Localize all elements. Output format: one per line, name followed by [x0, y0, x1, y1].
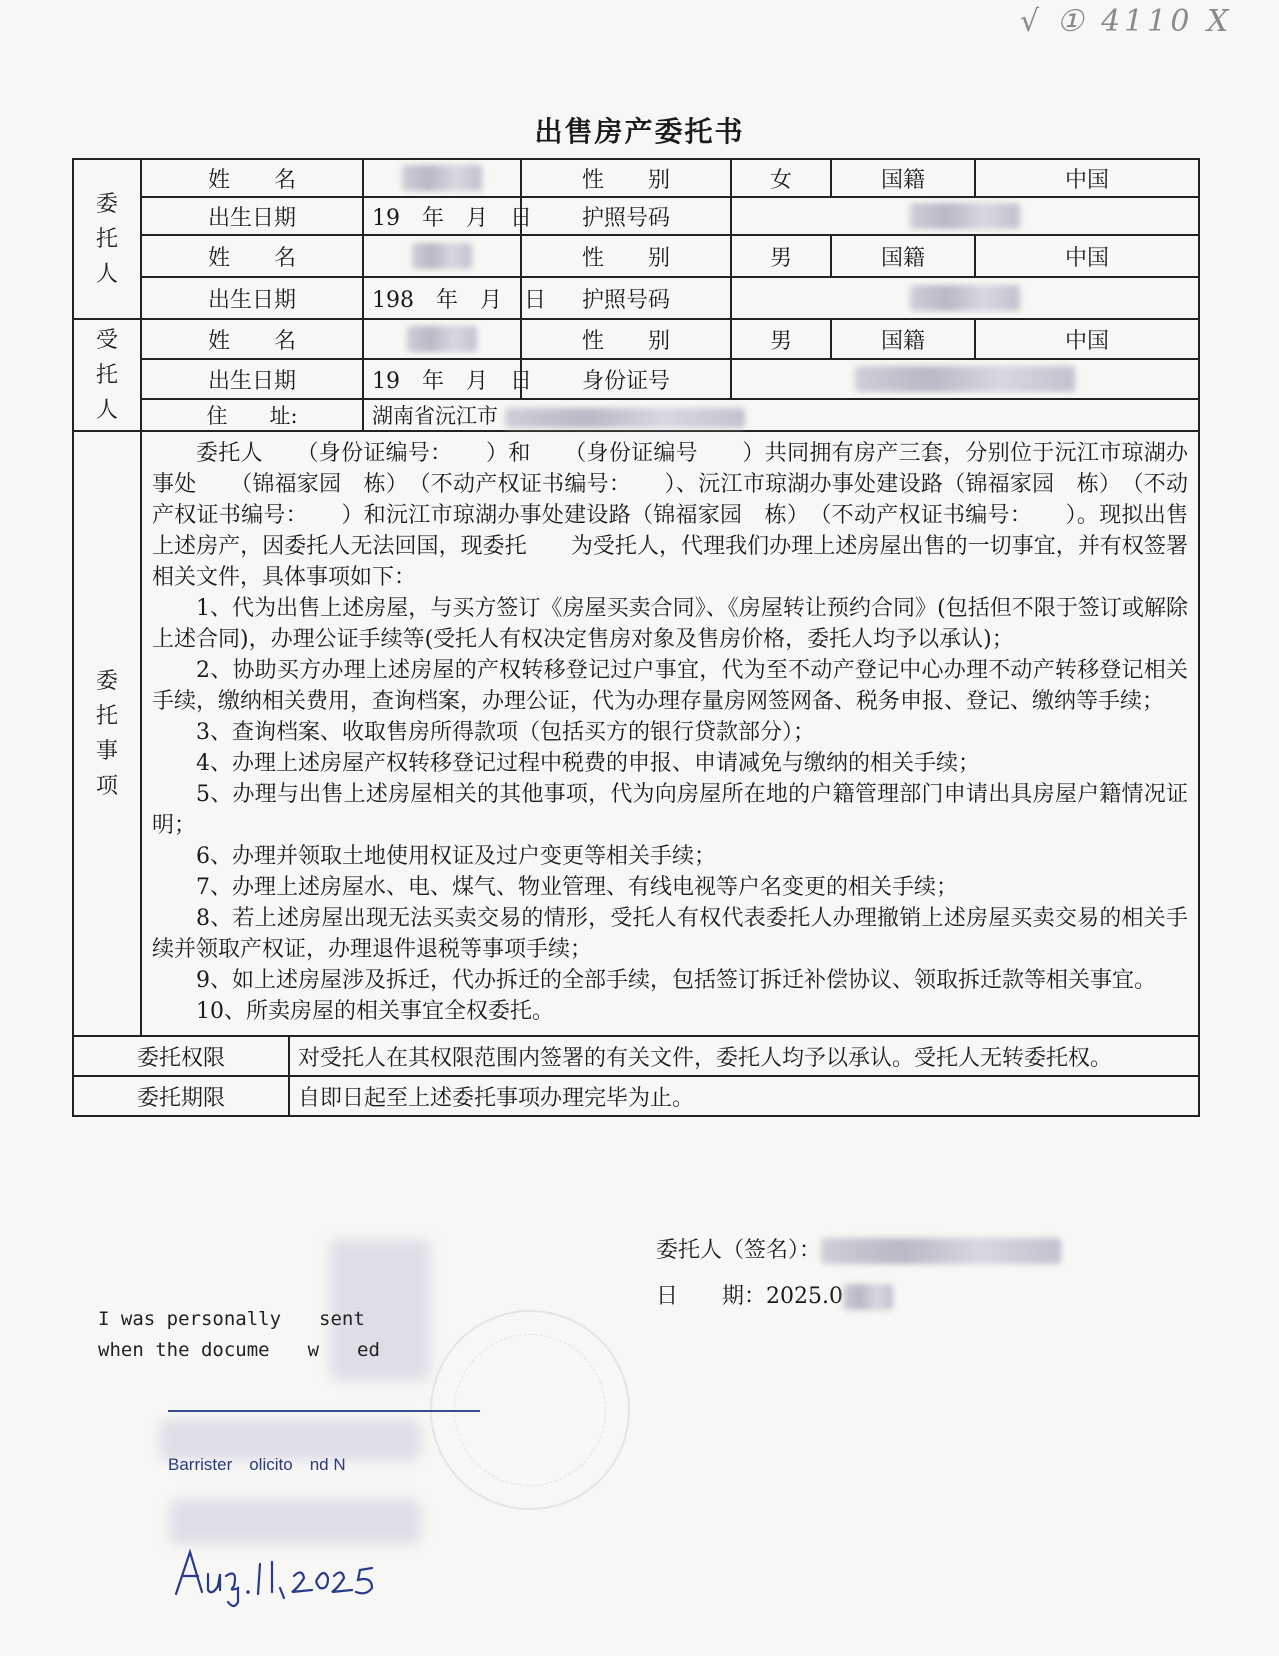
redacted-notary-address	[170, 1500, 420, 1544]
matter-item-6: 6、办理并领取土地使用权证及过户变更等相关手续；	[196, 844, 716, 869]
principal2-nationality-label: 国籍	[831, 235, 975, 277]
principal2-passport-label: 护照号码	[521, 277, 731, 319]
principal1-passport-value	[731, 197, 1199, 235]
agent-address-value: 湖南省沅江市	[363, 399, 1199, 431]
principal1-name-label: 姓 名	[141, 159, 363, 197]
agent-label: 受 托 人	[73, 319, 141, 431]
agent-name-value	[363, 319, 521, 359]
principal2-passport-value	[731, 277, 1199, 319]
matter-item-10: 10、所卖房屋的相关事宜全权委托。	[196, 999, 554, 1024]
agent-nationality-value: 中国	[975, 319, 1199, 359]
entrusted-matters	[141, 431, 1199, 1036]
agent-dob-value: 19 年 月 日	[363, 359, 521, 399]
principal1-gender-label: 性 别	[521, 159, 731, 197]
principal2-name-value	[363, 235, 521, 277]
matter-item-4: 4、办理上述房屋产权转移登记过程中税费的申报、申请减免与缴纳的相关手续；	[196, 751, 980, 776]
principal2-gender-value: 男	[731, 235, 831, 277]
agent-address-label: 住 址:	[141, 399, 363, 431]
agent-nationality-label: 国籍	[831, 319, 975, 359]
matters-label: 委 托 事 项	[73, 431, 141, 1036]
matter-item-2: 2、协助买方办理上述房屋的产权转移登记过户事宜，代为至不动产登记中心办理不动产转移登记相关手续，缴纳相关费用，查询档案，办理公证，代为办理存量房网签网备、税务申报、登记、缴纳等手续；	[152, 658, 1189, 714]
matter-item-3: 3、查询档案、收取售房所得款项（包括买方的银行贷款部分）；	[196, 720, 815, 745]
principal1-dob-value: 19 年 月 日	[363, 197, 521, 235]
notary-title: Barrister olicito nd N	[168, 1455, 346, 1474]
principal1-gender-value: 女	[731, 159, 831, 197]
principal2-gender-label: 性 别	[521, 235, 731, 277]
matter-item-8: 8、若上述房屋出现无法买卖交易的情形，受托人有权代表委托人办理撤销上述房屋买卖交易的相关手续并领取产权证，办理退件退税等事项手续；	[152, 906, 1189, 962]
authority-text: 对受托人在其权限范围内签署的有关文件，委托人均予以承认。受托人无转委托权。	[289, 1036, 1199, 1076]
period-text: 自即日起至上述委托事项办理完毕为止。	[289, 1076, 1199, 1116]
matter-item-9: 9、如上述房屋涉及拆迁，代办拆迁的全部手续，包括签订拆迁补偿协议、领取拆迁款等相关事宜。	[196, 968, 1157, 993]
period-label: 委托期限	[73, 1076, 289, 1116]
handwritten-date	[168, 1542, 398, 1612]
principal2-nationality-value: 中国	[975, 235, 1199, 277]
principal-label: 委 托 人	[73, 159, 141, 319]
principal1-nationality-label: 国籍	[831, 159, 975, 197]
matter-item-7: 7、办理上述房屋水、电、煤气、物业管理、有线电视等户名变更的相关手续；	[196, 875, 958, 900]
agent-gender-label: 性 别	[521, 319, 731, 359]
principal2-dob-value: 198 年 月 日	[363, 277, 521, 319]
agent-name-label: 姓 名	[141, 319, 363, 359]
entrustment-form-table	[72, 158, 1200, 1117]
matter-item-1: 1、代为出售上述房屋，与买方签订《房屋买卖合同》、《房屋转让预约合同》(包括但不限于签订或解除上述合同)，办理公证手续等(受托人有权决定售房对象及售房价格，委托人均予以承认)；	[152, 596, 1189, 652]
agent-id-label: 身份证号	[521, 359, 731, 399]
authority-label: 委托权限	[73, 1036, 289, 1076]
signature-block	[656, 1228, 1061, 1320]
agent-gender-value: 男	[731, 319, 831, 359]
notary-statement: I was personally sent when the docume w ed	[98, 1308, 380, 1361]
agent-dob-label: 出生日期	[141, 359, 363, 399]
principal1-name-value	[363, 159, 521, 197]
principal1-dob-label: 出生日期	[141, 197, 363, 235]
signature-date: 日 期：2025.0	[656, 1274, 1061, 1320]
document-title: 出售房产委托书	[534, 115, 745, 148]
principal2-dob-label: 出生日期	[141, 277, 363, 319]
principal1-passport-label: 护照号码	[521, 197, 731, 235]
principal2-name-label: 姓 名	[141, 235, 363, 277]
notary-signature-line	[168, 1410, 480, 1412]
matters-intro: 委托人 （身份证编号： ）和 （身份证编号 ）共同拥有房产三套，分别位于沅江市琼湖办事处 （锦福家园 栋） （不动产权证书编号： ）、沅江市琼湖办事处建设路（锦福家园 栋） （不动产权证书编号： ）和沅江市琼湖办事处建设路（锦福家园 栋） （不动产权证书编号： ）。现拟出售上述房产，因委托人无法回国，现委托 为受托人，代理我们办理上述房屋出售的一切事宜，并有权签署相关文件，具体事项如下：	[152, 441, 1189, 590]
agent-id-value	[731, 359, 1199, 399]
corner-handwritten-note: √ ① 4110 X	[1020, 4, 1233, 39]
principal1-nationality-value: 中国	[975, 159, 1199, 197]
principal-signature: 委托人（签名）：	[656, 1228, 1061, 1274]
matter-item-5: 5、办理与出售上述房屋相关的其他事项，代为向房屋所在地的户籍管理部门申请出具房屋户籍情况证明；	[152, 782, 1189, 838]
